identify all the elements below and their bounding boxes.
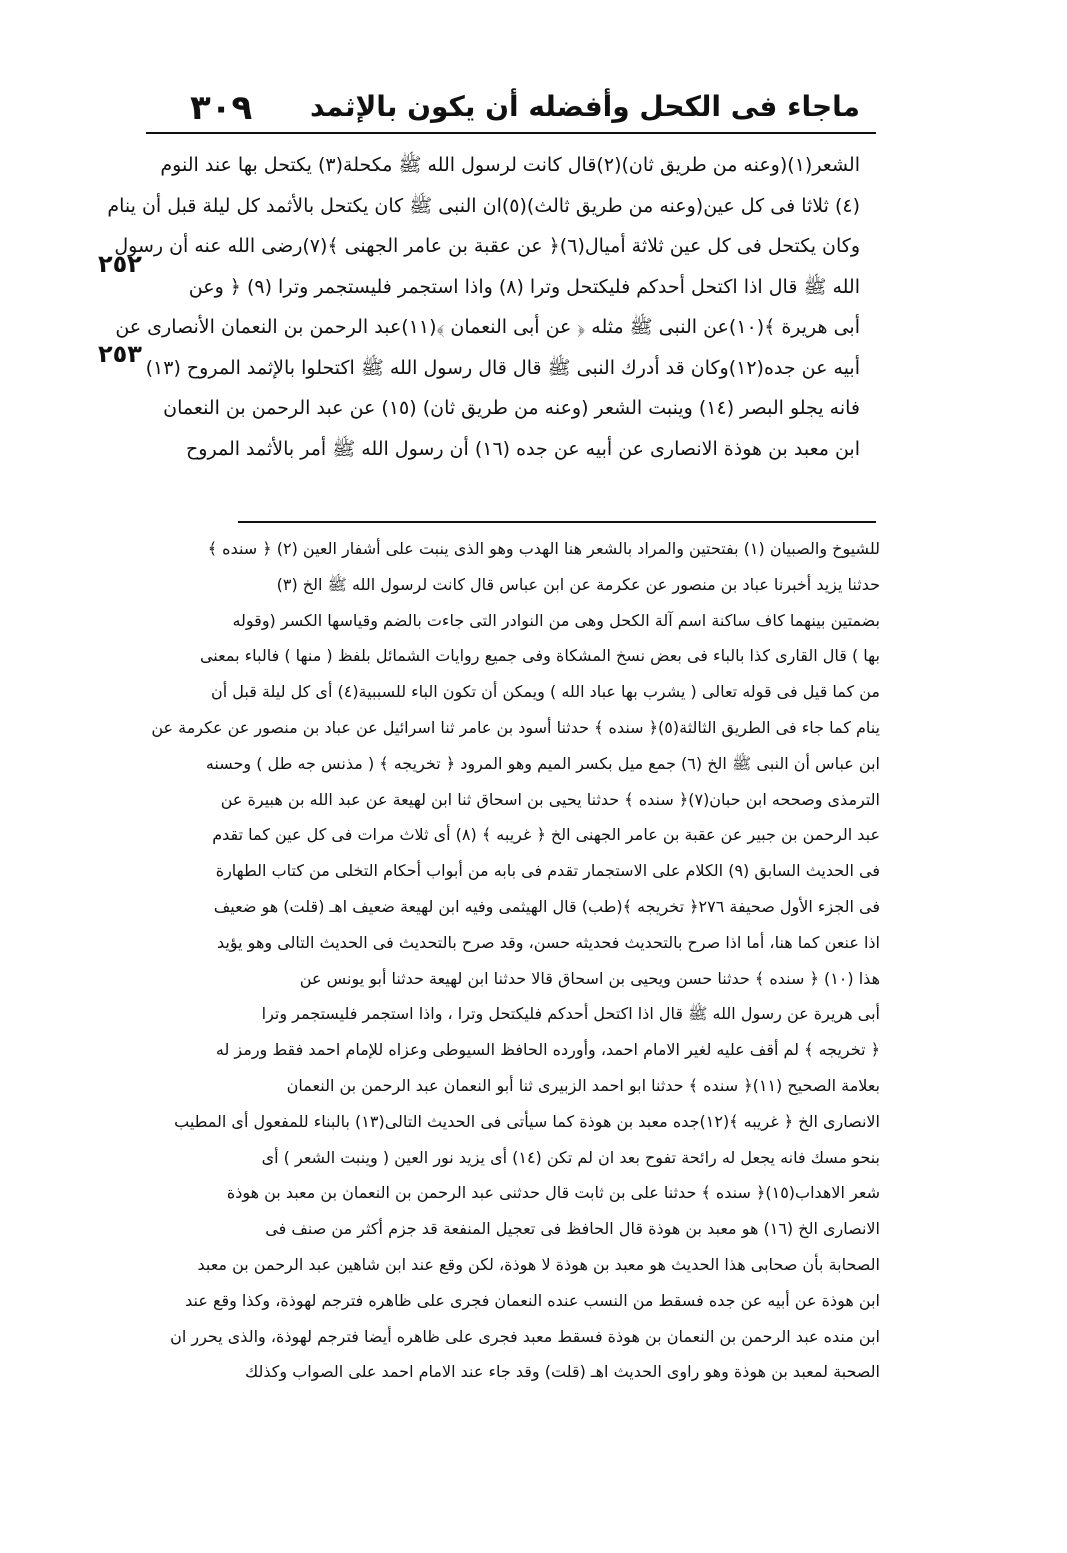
footnote-line: هذا (١٠) ﴿ سنده ﴾ حدثنا حسن ويحيى بن اسحاق قالا حدثنا ابن لهيعة حدثنا أبو يونس عن bbox=[299, 968, 880, 988]
footnote-line: ينام كما جاء فى الطريق الثالثة(٥)﴿ سنده ﴾ حدثنا أسود بن عامر ثنا اسرائيل عن عباد بن منصور عن عكرمة عن bbox=[151, 717, 880, 737]
footnote-line: الانصارى الخ (١٦) هو معبد بن هوذة قال الحافظ فى تعجيل المنفعة قد جزم أكثر من صنف فى bbox=[265, 1219, 880, 1239]
footnote-line: الصحابة بأن صحابى هذا الحديث هو معبد بن هوذة لا هوذة، لكن وقع عند ابن شاهين عبد الرحمن بن معبد bbox=[197, 1254, 880, 1274]
footnote-line: ﴿ تخريجه ﴾ لم أقف عليه لغير الامام احمد، وأورده الحافظ السيوطى وعزاه للإمام احمد فقط ورمز له bbox=[215, 1040, 880, 1060]
footnote-line: اذا عنعن كما هنا، أما اذا صرح بالتحديث فحديثه حسن، وقد صرح بالتحديث فى الحديث التالى وهو يؤيد bbox=[217, 932, 880, 952]
footnote-line: شعر الاهداب(١٥)﴿ سنده ﴾ حدثنا على بن ثابت قال حدثنى عبد الرحمن بن النعمان بن معبد بن هوذة bbox=[226, 1183, 880, 1203]
footnote-line: بعلامة الصحيح (١١)﴿ سنده ﴾ حدثنا ابو احمد الزبيرى ثنا أبو النعمان عبد الرحمن بن النعمان bbox=[286, 1075, 880, 1095]
footnote-line: حدثنا يزيد أخبرنا عباد بن منصور عن عكرمة عن ابن عباس قال كانت لرسول الله ﷺ الخ (٣) bbox=[276, 574, 880, 594]
header-divider bbox=[146, 132, 876, 134]
main-text-line: فانه يجلو البصر (١٤) وينبت الشعر (وعنه من طريق ثان) (١٥) عن عبد الرحمن بن النعمان bbox=[163, 397, 860, 419]
footnote-line: الترمذى وصححه ابن حبان(٧)﴿ سنده ﴾ حدثنا يحيى بن اسحاق ثنا ابن لهيعة عن عبد الله بن هبيرة عن bbox=[220, 789, 880, 809]
footnote-line: فى الجزء الأول صحيفة ٢٧٦﴿ تخريجه ﴾(طب) قال الهيثمى وفيه ابن لهيعة ضعيف اهـ (قلت) هو ضعيف bbox=[213, 896, 880, 916]
main-text-line: (٤) ثلاثا فى كل عين(وعنه من طريق ثالث)(٥)ان النبى ﷺ كان يكتحل بالأثمد كل ليلة قبل أن ينام bbox=[107, 194, 860, 217]
hadith-number: ٢٥٢ bbox=[98, 250, 142, 278]
main-text-line: الشعر(١)(وعنه من طريق ثان)(٢)قال كانت لرسول الله ﷺ مكحلة(٣) يكتحل بها عند النوم bbox=[160, 154, 860, 176]
footnote-line: من كما قيل فى قوله تعالى ( يشرب بها عباد الله ) ويمكن أن تكون الباء للسببية(٤) أى كل ليلة قبل أن bbox=[210, 682, 880, 702]
chapter-title: ماجاء فى الكحل وأفضله أن يكون بالإثمد bbox=[310, 90, 860, 123]
footnote-line: للشيوخ والصبيان (١) بفتحتين والمراد بالشعر هنا الهدب وهو الذى ينبت على أشفار العين (٢) ﴿ سنده ﴾ bbox=[207, 539, 880, 558]
footnote-line: ابن هوذة عن أبيه عن جده فسقط من النسب عنده النعمان فجرى على ظاهره فترجم لهوذة، وكذا وقع عند bbox=[185, 1290, 880, 1310]
main-text-line: الله ﷺ قال اذا اكتحل أحدكم فليكتحل وترا (٨) واذا استجمر فليستجمر وترا (٩) ﴿ وعن bbox=[188, 275, 860, 298]
footnote-line: أبى هريرة عن رسول الله ﷺ قال اذا اكتحل أحدكم فليكتحل وترا ، واذا استجمر فليستجمر وترا bbox=[261, 1004, 880, 1024]
footnote-line: الانصارى الخ ﴿ غريبه ﴾(١٢)جده معبد بن هوذة كما سيأتى فى الحديث التالى(١٣) بالبناء للمفعول أى المطيب bbox=[174, 1111, 880, 1131]
footnote-line: فى الحديث السابق (٩) الكلام على الاستجمار تقدم فى بابه من أبواب أحكام التخلى من كتاب الطهارة bbox=[215, 861, 880, 881]
page-header bbox=[160, 84, 860, 130]
footnote-line: الصحبة لمعبد بن هوذة وهو راوى الحديث اهـ (قلت) وقد جاء عند الامام احمد على الصواب وكذلك bbox=[245, 1362, 880, 1382]
hadith-number: ٢٥٣ bbox=[98, 340, 142, 368]
page-number: ٣٠٩ bbox=[190, 88, 253, 128]
main-text-line: ابن معبد بن هوذة الانصارى عن أبيه عن جده (١٦) أن رسول الله ﷺ أمر بالأثمد المروح bbox=[186, 437, 860, 460]
footnotes-block bbox=[120, 531, 880, 1390]
footnote-line: بضمتين بينهما كاف ساكنة اسم آلة الكحل وهى من النوادر التى جاءت بالضم وقياسها الكسر (وقوله bbox=[232, 610, 880, 630]
footnote-line: عبد الرحمن بن جبير عن عقبة بن عامر الجهنى الخ ﴿ غريبه ﴾ (٨) أى ثلاث مرات فى كل عين كما تقدم bbox=[212, 825, 880, 845]
main-text-line: أبى هريرة ﴾(١٠)عن النبى ﷺ مثله ﴿ عن أبى النعمان ﴾(١١)عبد الرحمن بن النعمان الأنصارى عن bbox=[115, 316, 860, 338]
footnote-line: ابن منده عبد الرحمن بن النعمان بن هوذة فسقط معبد فجرى على ظاهره أيضا فترجم لهوذة، والذى يحرر ان bbox=[170, 1326, 880, 1346]
main-text-line: أبيه عن جده(١٢)وكان قد أدرك النبى ﷺ قال قال رسول الله ﷺ اكتحلوا بالإثمد المروح (١٣) bbox=[145, 356, 860, 379]
main-text-line: وكان يكتحل فى كل عين ثلاثة أميال(٦)﴿ عن عقبة بن عامر الجهنى ﴾(٧)رضى الله عنه أن رسول bbox=[114, 235, 860, 257]
footnote-divider bbox=[238, 521, 876, 523]
footnote-line: بنحو مسك فانه يجعل له رائحة تفوح بعد ان لم تكن (١٤) أى يزيد نور العين ( وينبت الشعر ) أى bbox=[261, 1147, 880, 1167]
footnote-line: ابن عباس أن النبى ﷺ الخ (٦) جمع ميل بكسر الميم وهو المرود ﴿ تخريجه ﴾ ( مذنس جه طل ) وحسنه bbox=[205, 753, 880, 773]
footnote-line: بها ) قال القارى كذا بالباء فى بعض نسخ المشكاة وفى جميع روايات الشمائل بلفظ ( منها ) فالباء بمعنى bbox=[199, 646, 880, 666]
